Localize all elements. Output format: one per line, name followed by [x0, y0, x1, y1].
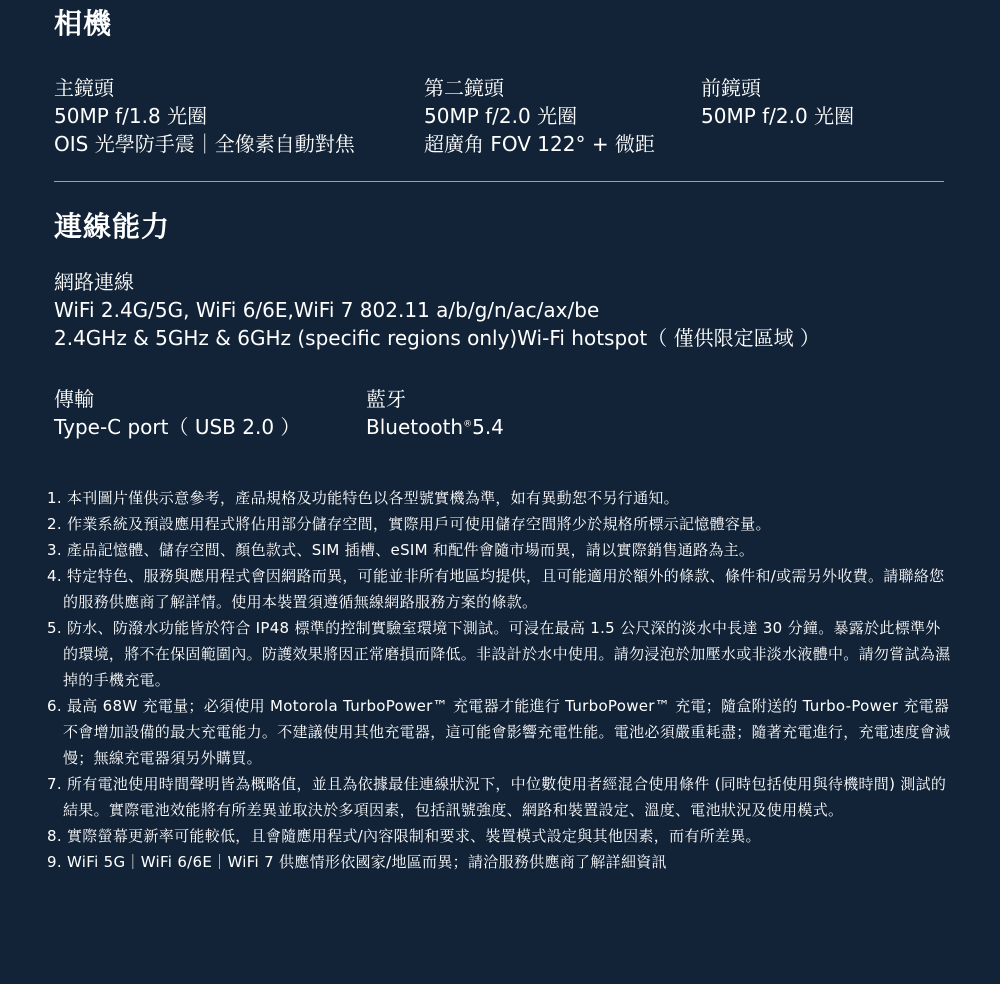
transfer-spec — [54, 385, 300, 441]
footnotes-list — [47, 485, 952, 875]
second-camera-heading: 第二鏡頭 — [424, 76, 504, 100]
section-divider — [54, 181, 944, 182]
transfer-heading: 傳輸 — [54, 387, 94, 411]
second-camera-line2: 超廣角 FOV 122° + 微距 — [424, 132, 655, 156]
bluetooth-heading: 藍牙 — [366, 387, 406, 411]
footnote-item: 6. 最高 68W 充電量；必須使用 Motorola TurboPower™ 充電器才能進行 TurboPower™ 充電；隨盒附送的 Turbo-Power 充電器不會增加設備的最大充電能力。不建議使用其他充電器，這可能會影響充電性能。電池必須嚴重耗盡；隨著充電進行，充電速度會減慢；無線充電器須另外購買。 — [47, 697, 951, 767]
bluetooth-name: Bluetooth — [366, 415, 464, 439]
footnote-item: 5. 防水、防潑水功能皆於符合 IP48 標準的控制實驗室環境下測試。可浸在最高 1.5 公尺深的淡水中長達 30 分鐘。暴露於此標準外的環境，將不在保固範圍內。防護效果將因正常磨損而降低。非設計於水中使用。請勿浸泡於加壓水或非淡水液體中。請勿嘗試為濕掉的手機充電。 — [47, 619, 951, 689]
main-camera-heading: 主鏡頭 — [54, 76, 114, 100]
footnote-item: 4. 特定特色、服務與應用程式會因網路而異，可能並非所有地區均提供，且可能適用於額外的條款、條件和/或需另外收費。請聯絡您的服務供應商了解詳情。使用本裝置須遵循無線網路服務方案的條款。 — [47, 567, 945, 611]
bluetooth-line1 — [366, 413, 504, 441]
camera-section-title: 相機 — [54, 7, 113, 40]
network-line1: WiFi 2.4G/5G, WiFi 6/6E,WiFi 7 802.11 a/b/g/n/ac/ax/be — [54, 298, 600, 322]
footnote-item: 1. 本刊圖片僅供示意參考，產品規格及功能特色以各型號實機為準，如有異動恕不另行通知。 — [47, 489, 679, 507]
front-camera-line1: 50MP f/2.0 光圈 — [701, 104, 855, 128]
main-camera-line2: OIS 光學防手震｜全像素自動對焦 — [54, 132, 355, 156]
footnote-item: 8. 實際螢幕更新率可能較低，且會隨應用程式/內容限制和要求、裝置模式設定與其他因素，而有所差異。 — [47, 827, 761, 845]
main-camera-line1: 50MP f/1.8 光圈 — [54, 104, 208, 128]
second-camera-line1: 50MP f/2.0 光圈 — [424, 104, 578, 128]
main-camera-spec — [54, 74, 355, 158]
second-camera-spec — [424, 74, 655, 158]
footnote-item: 7. 所有電池使用時間聲明皆為概略值，並且為依據最佳連線狀況下，中位數使用者經混合使用條件 (同時包括使用與待機時間) 測試的結果。實際電池效能將有所差異並取決於多項因素，包括訊號強度、網路和裝置設定、溫度、電池狀況及使用模式。 — [47, 775, 947, 819]
network-spec — [54, 268, 820, 352]
front-camera-spec — [701, 74, 854, 130]
footnote-item: 2. 作業系統及預設應用程式將佔用部分儲存空間，實際用戶可使用儲存空間將少於規格所標示記憶體容量。 — [47, 515, 771, 533]
bluetooth-spec — [366, 385, 504, 441]
network-heading: 網路連線 — [54, 270, 134, 294]
transfer-line1: Type-C port（ USB 2.0 ） — [54, 415, 301, 439]
bluetooth-version: 5.4 — [472, 415, 504, 439]
footnote-item: 3. 產品記憶體、儲存空間、顏色款式、SIM 插槽、eSIM 和配件會隨市場而異，請以實際銷售通路為主。 — [47, 541, 755, 559]
network-line2: 2.4GHz & 5GHz & 6GHz (specific regions only)Wi-Fi hotspot（ 僅供限定區域 ） — [54, 326, 820, 350]
front-camera-heading: 前鏡頭 — [701, 76, 761, 100]
footnote-item: 9. WiFi 5G｜WiFi 6/6E｜WiFi 7 供應情形依國家/地區而異；請洽服務供應商了解詳細資訊 — [47, 853, 667, 871]
registered-mark: ® — [463, 419, 473, 430]
connectivity-section-title: 連線能力 — [54, 210, 171, 243]
